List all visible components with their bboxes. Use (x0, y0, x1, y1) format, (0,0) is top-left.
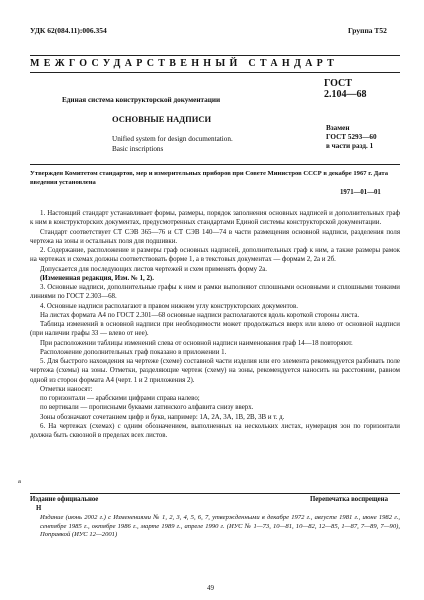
paragraph-17: 6. На чертежах (схемах) с одним обозначением, выполненных на нескольких листах, нумерация зон по горизонтали должна быть сквозной в пределах всех листов. (30, 422, 400, 439)
udk-code: УДК 62(084.11):006.354 (30, 26, 107, 35)
paragraph-4: Допускается для последующих листов чертежей и схем применять форму 2а. (40, 265, 267, 273)
english-title-line-2: Basic inscriptions (112, 145, 164, 153)
paragraph-11: Расположение дополнительных граф показано в приложении 1. (40, 348, 227, 356)
standard-system: Единая система конструкторской документации (62, 96, 221, 104)
paragraph-10: При расположении таблицы изменений слева от основной надписи наименования граф 14—18 повторяют. (40, 339, 353, 347)
gost-label: ГОСТ (324, 78, 352, 89)
banner-bottom-rule (30, 72, 400, 73)
amendment-note: (Измененная редакция, Изм. № 1, 2). (40, 274, 154, 282)
replaces-line-2: ГОСТ 5293—60 (326, 133, 377, 142)
gost-number: 2.104—68 (324, 89, 367, 100)
margin-mark: а (18, 478, 21, 485)
standard-title: ОСНОВНЫЕ НАДПИСИ (112, 114, 212, 124)
paragraph-15: по вертикали — прописными буквами латинского алфавита снизу вверх. (40, 404, 254, 412)
standard-banner: МЕЖГОСУДАРСТВЕННЫЙ СТАНДАРТ (30, 58, 339, 69)
official-edition-label: Издание официальное (30, 496, 99, 503)
paragraph-13: Отметки наносят: (40, 385, 93, 393)
replaces-block (326, 124, 377, 152)
gost-designation (324, 78, 367, 100)
paragraph-9: Таблица изменений в основной надписи при необходимости может продолжаться вверх или влево от основной надписи (при наличии графы 33 — влево от нее). (30, 321, 400, 338)
main-text (30, 209, 400, 440)
approval-statement: Утвержден Комитетом стандартов, мер и измерительных приборов при Совете Министров СССР в декабре 1967 г. Дата введения установлена (30, 170, 389, 186)
reprint-prohibited-label: Перепечатка воспрещена (310, 496, 388, 503)
paragraph-14: по горизонтали — арабскими цифрами справа налево; (40, 395, 200, 402)
paragraph-8: На листах формата А4 по ГОСТ 2.301—68 основные надписи располагаются вдоль короткой стороны листа. (40, 311, 360, 319)
paragraph-16: Зоны обозначают сочетанием цифр и букв, например: 1А, 2А, 3А, 1В, 2В, 3В и т. д. (40, 413, 285, 421)
paragraph-12: 5. Для быстрого нахождения на чертеже (схеме) составной части изделия или его элемента рекомендуется разбивать поле чертежа (схемы) на зоны. Отметки, разделяющие чертеж (схему) на зоны, рекомендуется наносить на расстоянии, равном одной из сторон формата А4 (черт. 1 и 2 приложения 2). (30, 358, 400, 384)
footer-rule (30, 493, 400, 494)
replaces-line-3: в части разд. 1 (326, 142, 374, 151)
group-code: Группа Т52 (348, 26, 387, 35)
effective-date: 1971—01—01 (340, 189, 381, 196)
paragraph-6: 3. Основные надписи, дополнительные графы к ним и рамки выполняют сплошными основными и сплошными тонкими линиями по ГОСТ 2.303—68. (30, 284, 400, 301)
approval-top-rule (30, 164, 400, 165)
paragraph-2: Стандарт соответствует СТ СЭВ 365—76 и СТ СЭВ 140—74 в части размещения основной надписи, разделения поля чертежа на зоны и остальных поля для подшивки. (30, 228, 400, 245)
banner-top-rule (30, 55, 400, 56)
paragraph-3: 2. Содержание, расположение и размеры граф основных надписей, дополнительных граф к ним, а также размеры рамок на чертежах и схемах должны соответствовать форме 1, а в текстовых документах — формам 2, 2а и 2б. (30, 247, 400, 264)
h-mark: Н (36, 505, 42, 512)
paragraph-7: 4. Основные надписи располагают в правом нижнем углу конструкторских документов. (40, 302, 298, 310)
replaces-line-1: Взамен (326, 124, 350, 132)
paragraph-1: 1. Настоящий стандарт устанавливает формы, размеры, порядок заполнения основных надписей и дополнительных граф к ним в конструкторских документах, предусмотренных стандартами Единой системы конструкторской документации. (30, 210, 400, 227)
edition-history: Издание (июнь 2002 г.) с Изменениями № 1, 2, 3, 4, 5, 6, 7, утвержденными в декабре 1972 г., августе 1981 г., июне 1982 г., сентябре 1985 г., октябре 1986 г., марте 1989 г., апреле 1990 г. (ИУС № 1—73, 10—81, 10—82, 12—85, 1—87, 7—89, 7—90), Поправкой (ИУС 12—2001) (40, 514, 400, 539)
english-title-line-1: Unified system for design documentation. (112, 135, 233, 143)
page-number: 49 (207, 584, 214, 592)
